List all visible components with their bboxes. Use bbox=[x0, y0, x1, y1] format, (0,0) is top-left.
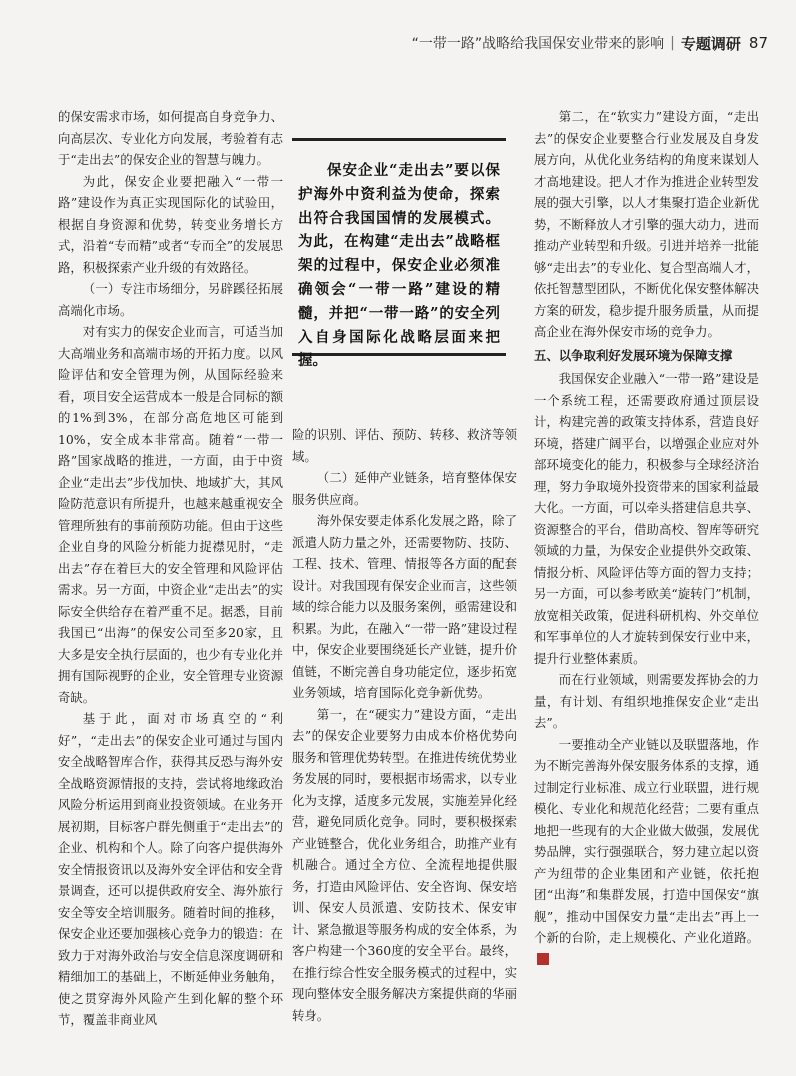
paragraph: 我国保安企业融入“一带一路”建设是一个系统工程，还需要政府通过顶层设计，构建完善的政策支持体系，营造良好环境，搭建广阔平台，以增强企业应对外部环境变化的能力，积极参与全球经济治理，努力争取境外投资带来的国家利益最大化。一方面，可以牵头搭建信息共享、资源整合的平台，借助高校、智库等研究领域的力量，为保安企业提供外交政策、情报分析、风险评估等方面的智力支持；另一方面，可以参考欧美“旋转门”机制，放宽相关政策，促进科研机构、外交单位和军事单位的人才旋转到保安行业中来，提升行业整体素质。 bbox=[534, 371, 759, 666]
paragraph-last bbox=[534, 734, 759, 971]
paragraph: 基于此，面对市场真空的“利好”，“走出去”的保安企业可通过与国内安全战略智库合作，获得其反恐与海外安全战略资源情报的支持，尝试将地缘政治风险分析运用到商业投资领域。在业务开展初期，目标客户群先侧重于“走出去”的企业、机构和个人。除了向客户提供海外安全情报资讯以及海外安全评估和安全背景调查，还可以提供政府安全、海外旅行安全等安全培训服务。随着时间的推移，保安企业还要加强核心竞争力的锻造：在致力于对海外政治与安全信息深度调研和精细加工的基础上，不断延伸业务触角，使之贯穿海外风险产生到化解的整个环节，覆盖非商业风 bbox=[58, 711, 283, 1027]
text-column-right bbox=[534, 106, 759, 970]
paragraph: 对有实力的保安企业而言，可适当加大高端业务和高端市场的开拓力度。以风险评估和安全管理为例，从国际经验来看，项目安全运营成本一般是合同标的额的1%到3%，在部分高危地区可能到10%，安全成本非常高。随着“一带一路”国家战略的推进，一方面，由于中资企业“走出去”步伐加快、地域扩大，其风险防范意识有所提升，也越来越重视安全管理所独有的事前预防功能。但由于这些企业自身的风险分析能力捉襟见肘，“走出去”存在着巨大的安全管理和风险评估需求。另一方面，中资企业“走出去”的实际安全供给存在着严重不足。据悉，目前我国已“出海”的保安公司至多20家，且大多是安全执行层面的，也少有专业化并拥有国际视野的企业，安全管理专业资源奇缺。 bbox=[58, 324, 283, 705]
paragraph: 而在行业领域，则需要发挥协会的力量，有计划、有组织地推保安企业“走出去”。 bbox=[534, 672, 759, 730]
text-column-middle bbox=[292, 424, 517, 1026]
pull-quote-text: 保安企业“走出去”要以保护海外中资利益为使命，探索出符合我国国情的发展模式。为此，在构建“走出去”战略框架的过程中，保安企业必须准确领会“一带一路”建设的精髓，并把“一带一路”的安全列入自身国际化战略层面来把握。 bbox=[298, 162, 500, 370]
pull-quote bbox=[292, 138, 506, 370]
paragraph: 的保安需求市场，如何提高自身竞争力、向高层次、专业化方向发展，考验着有志于“走出去”的保安企业的智慧与魄力。 bbox=[58, 109, 283, 167]
running-header bbox=[300, 30, 768, 56]
header-article-title: “一带一路”战略给我国保安业带来的影响 bbox=[411, 36, 665, 52]
paragraph: 第二，在“软实力”建设方面，“走出去”的保安企业要整合行业发展及自身发展方向，从优化业务结构的角度来谋划人才高地建设。把人才作为推进企业转型发展的强大引擎，以人才集聚打造企业新优势，不断释放人才引擎的强大动力，进而推动产业转型和升级。引进并培养一批能够“走出去”的专业化、复合型高端人才，依托智慧型团队，不断优化保安整体解决方案的研发，稳步提升服务质量，从而提高企业在海外保安市场的竞争力。 bbox=[534, 109, 759, 339]
paragraph: 险的识别、评估、预防、转移、救济等领域。 bbox=[292, 427, 517, 464]
section-heading: 五、以争取利好发展环境为保障支撑 bbox=[534, 347, 733, 363]
paragraph: 为此，保安企业要把融入“一带一路”建设作为真正实现国际化的试验田，根据自身资源和优势，转变业务增长方式，沿着“专而精”或者“专而全”的发展思路，积极探索产业升级的有效路径。 bbox=[58, 173, 283, 275]
subheading: （一）专注市场细分，另辟蹊径拓展高端化市场。 bbox=[58, 281, 283, 318]
paragraph-text: 一要推动全产业链以及联盟落地，作为不断完善海外保安服务体系的支撑，通过制定行业标准、成立行业联盟，进行规模化、专业化和规范化经营；二要有重点地把一些现有的大企业做大做强，发展优势品牌，实行强强联合，努力建立起以资产为纽带的企业集团和产业链，依托抱团“出海”和集群发展，打造中国保安“旗舰”，推动中国保安力量“走出去”再上一个新的台阶，走上规模化、产业化道路。 bbox=[534, 736, 759, 945]
text-column-left bbox=[58, 106, 283, 1031]
subheading: （二）延伸产业链条，培育整体保安服务供应商。 bbox=[292, 470, 517, 507]
paragraph: 海外保安要走体系化发展之路，除了派遣人防力量之外，还需要物防、技防、工程、技术、管理、情报等各方面的配套设计。对我国现有保安企业而言，这些领域的综合能力以及服务案例，亟需建设和积累。为此，在融入“一带一路”建设过程中，保安企业要围绕延长产业链，提升价值链，不断完善自身功能定位，逐步拓宽业务领域，培育国际化竞争新优势。 bbox=[292, 513, 517, 700]
page-number: 87 bbox=[748, 34, 768, 52]
header-separator: | bbox=[670, 35, 675, 51]
end-mark-icon bbox=[537, 953, 549, 965]
header-section-name: 专题调研 bbox=[680, 34, 741, 53]
paragraph: 第一，在“硬实力”建设方面，“走出去”的保安企业要努力由成本价格优势向服务和管理优势转型。在推进传统优势业务发展的同时，要根据市场需求，以专业化为支撑，适度多元发展，实施差异化经营，避免同质化竞争。同时，要积极探索产业链整合，优化业务组合，助推产业有机融合。通过全方位、全流程地提供服务，打造由风险评估、安全咨询、保安培训、保安人员派遣、安防技术、保安审计、紧急撤退等服务构成的安全体系，为客户构建一个360度的安全平台。最终，在推行综合性安全服务模式的过程中，实现向整体安全服务解决方案提供商的华丽转身。 bbox=[292, 706, 517, 1023]
